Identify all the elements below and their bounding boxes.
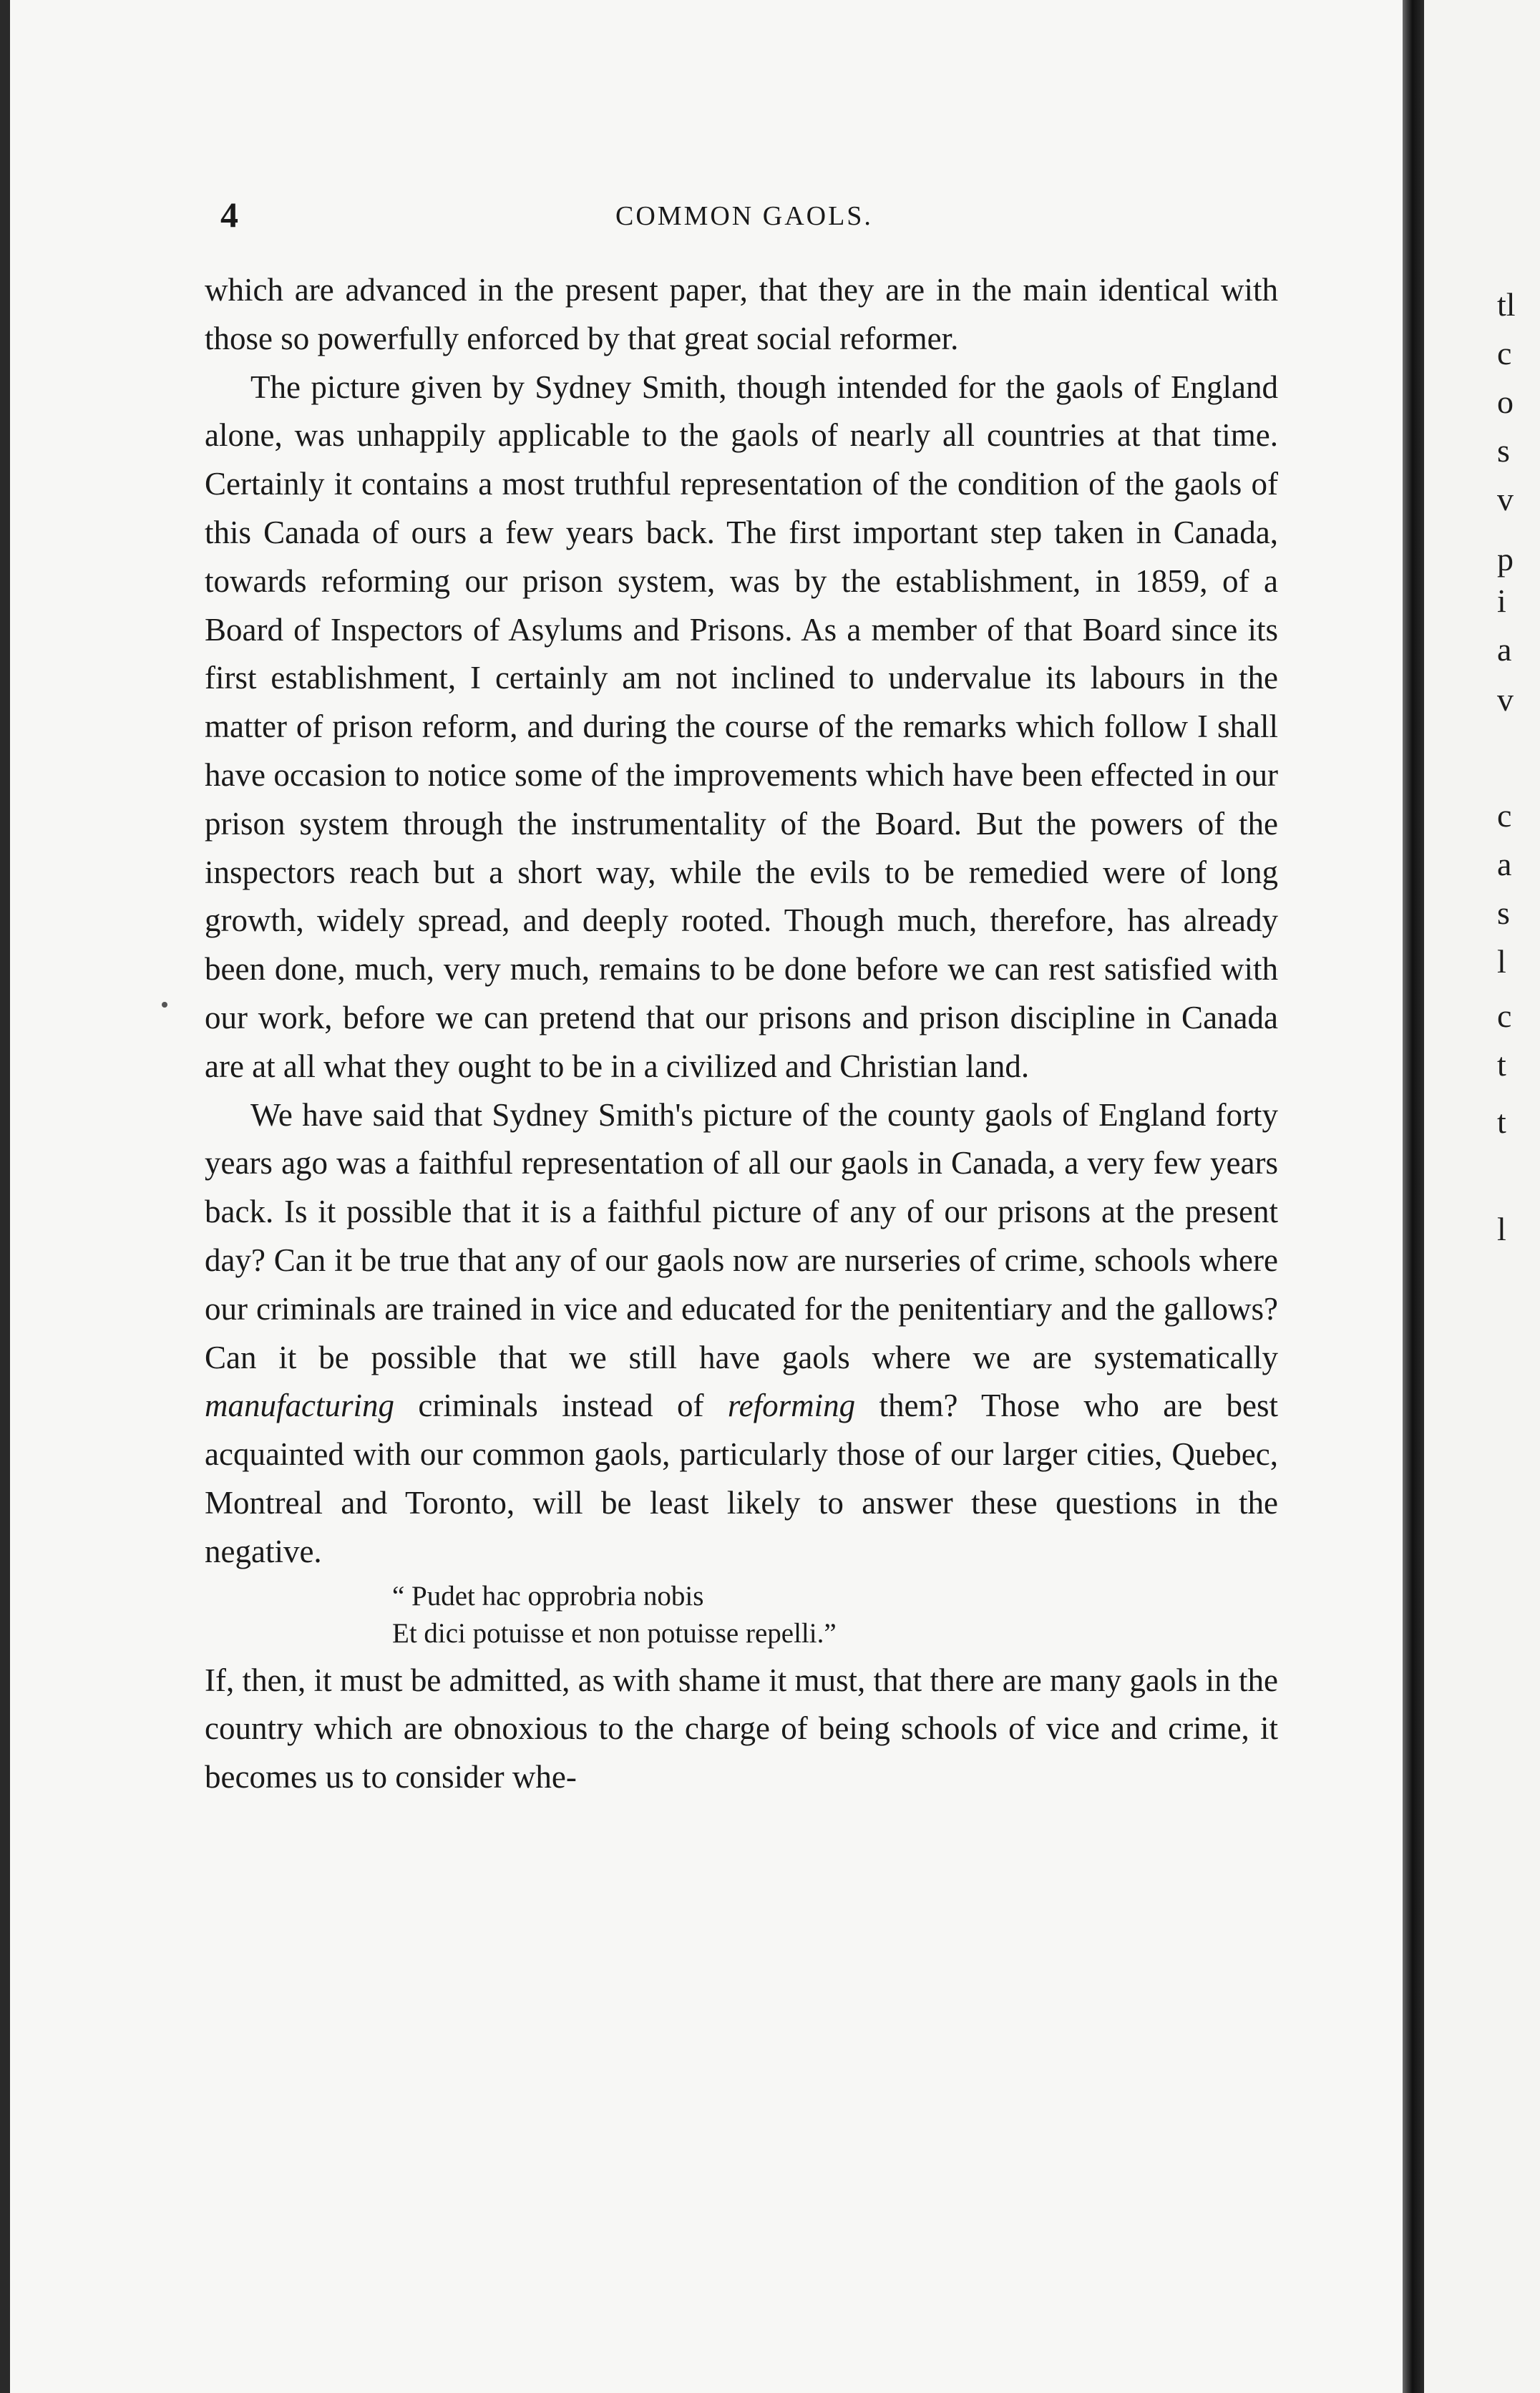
adjacent-page-fragment: l — [1497, 943, 1506, 980]
body-text — [205, 266, 1278, 1802]
quote-line-2: Et dici potuisse et non potuisse repelli.” — [392, 1617, 837, 1649]
adjacent-page-fragment: t — [1497, 1103, 1506, 1140]
adjacent-page-fragment: s — [1497, 432, 1510, 469]
quote-line-1: “ Pudet hac opprobria nobis — [392, 1580, 704, 1612]
adjacent-page-fragment: c — [1497, 998, 1512, 1034]
italic-manufacturing: manufacturing — [205, 1388, 394, 1424]
adjacent-page-fragment: v — [1497, 481, 1514, 517]
paragraph-3-text: criminals instead of — [394, 1388, 728, 1424]
adjacent-page-fragment: p — [1497, 541, 1514, 577]
latin-quotation — [205, 1578, 1278, 1652]
adjacent-page-fragment: s — [1497, 895, 1510, 931]
adjacent-page-fragment: tl — [1497, 286, 1516, 323]
paragraph-2: The picture given by Sydney Smith, though intended for the gaols of England alone, was unhappily applicable to the gaols of nearly all countries at that time. Certainly it contains a most truthful representation of the condition of the gaols of this Canada of ours a few years back. The first important step taken in Canada, towards reforming our prison system, was by the establishment, in 1859, of a Board of Inspectors of Asylums and Prisons. As a member of that Board since its first establishment, I certainly am not inclined to undervalue its labours in the matter of prison reform, and during the course of the remarks which follow I shall have occasion to notice some of the improvements which have been effected in our prison system through the instrumentality of the Board. But the powers of the inspectors reach but a short way, while the evils to be remedied were of long growth, widely spread, and deeply rooted. Though much, therefore, has already been done, much, very much, remains to be done before we can rest satisfied with our work, before we can pretend that our prisons and prison discipline in Canada are at all what they ought to be in a civilized and Christian land. — [205, 369, 1278, 1084]
running-head — [215, 192, 1281, 238]
adjacent-page-fragment: l — [1497, 1211, 1506, 1247]
adjacent-page-fragment: t — [1497, 1046, 1506, 1083]
adjacent-page-fragment: v — [1497, 681, 1514, 718]
paragraph-3 — [205, 1091, 1278, 1576]
print-speck — [162, 1002, 167, 1008]
adjacent-page-fragment: c — [1497, 335, 1512, 371]
adjacent-page-fragment: c — [1497, 797, 1512, 834]
adjacent-page-fragment: o — [1497, 384, 1514, 420]
adjacent-page-fragment: a — [1497, 846, 1512, 882]
book-spine-shadow — [1403, 0, 1424, 2393]
paragraph-3-text: We have said that Sydney Smith's picture of the county gaols of England forty years ago was a faithful representation of all our gaols in Canada, a very few years back. Is it possible that it is a faithful picture of any of our prisons at the present day? Can it be true that any of our gaols now are nurseries of crime, schools where our criminals are trained in vice and educated for the penitentiary and the gallows? Can it be possible that we still have gaols where we are systematically — [205, 1096, 1278, 1375]
paragraph-4: If, then, it must be admitted, as with shame it must, that there are many gaols in the country which are obnoxious to the charge of being schools of vice and crime, it becomes us to consider whe- — [205, 1662, 1278, 1795]
italic-reforming: reforming — [727, 1388, 856, 1424]
page-number: 4 — [220, 195, 238, 235]
adjacent-page-fragment: i — [1497, 583, 1506, 619]
paragraph-3-text: them? Those who are best acquainted with our common gaols, particularly those of our larger cities, Quebec, Montreal and Toronto, will be least likely to answer these questions in the negative. — [205, 1388, 1279, 1569]
scan-left-edge — [0, 0, 10, 2393]
running-title: COMMON GAOLS. — [615, 201, 873, 231]
paragraph-1: which are advanced in the present paper, that they are in the main identical with those so powerfully enforced by that great social reformer. — [205, 272, 1278, 356]
adjacent-page-fragment: a — [1497, 631, 1512, 668]
